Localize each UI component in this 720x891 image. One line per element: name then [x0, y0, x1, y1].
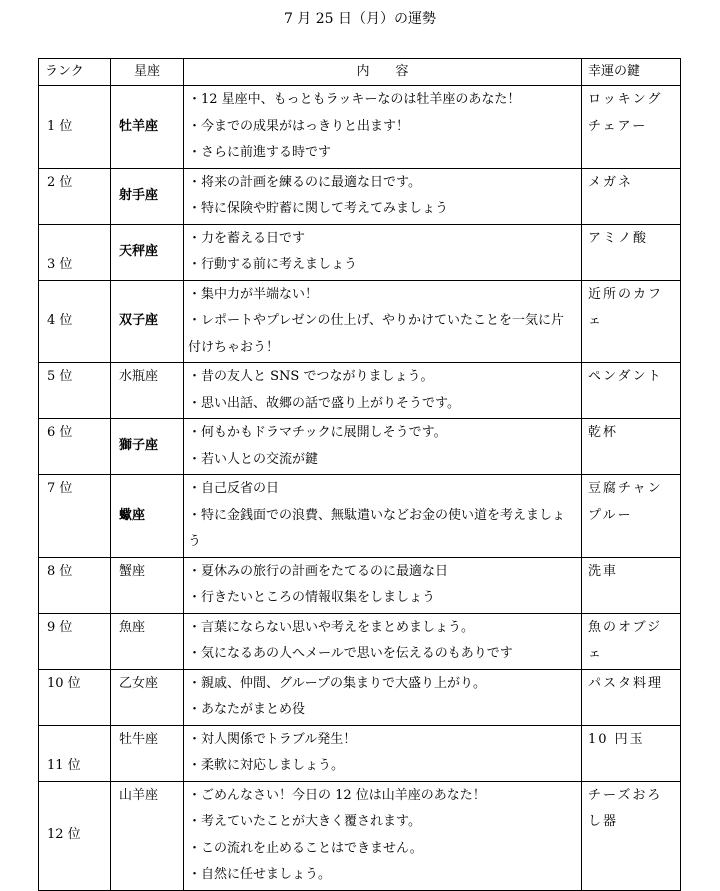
content-line: ・言葉にならない思いや考えをまとめましょう。 [188, 619, 475, 635]
key-cell: 洗車 [582, 557, 681, 613]
key-cell: 10 円玉 [582, 725, 681, 781]
content-cell [184, 280, 582, 363]
rank-cell: 3 位 [39, 224, 111, 280]
page-title: 7 月 25 日（月）の運勢 [283, 11, 437, 27]
sign-cell: 水瓶座 [111, 363, 184, 419]
table-row [39, 280, 681, 363]
sign-cell: 天秤座 [111, 224, 184, 280]
content-line: ・思い出話、故郷の話で盛り上がりそうです。 [188, 395, 460, 411]
content-line: ・レポートやプレゼンの仕上げ、やりかけていたことを一気に片付けちゃおう！ [188, 313, 564, 355]
content-cell [184, 224, 582, 280]
sign-cell: 獅子座 [111, 419, 184, 475]
content-line: ・ごめんなさい！今日の 12 位は山羊座のあなた！ [188, 787, 486, 803]
rank-cell: 7 位 [39, 475, 111, 558]
header-key: 幸運の鍵 [582, 59, 681, 86]
sign-cell: 牡牛座 [111, 725, 184, 781]
key-cell: メガネ [582, 168, 681, 224]
key-cell: 乾杯 [582, 419, 681, 475]
header-content: 内 容 [184, 59, 582, 86]
header-row [39, 59, 681, 86]
rank-cell: 8 位 [39, 557, 111, 613]
content-line: ・何もかもドラマチックに展開しそうです。 [188, 425, 447, 440]
content-cell [184, 557, 582, 613]
content-line: ・考えていたことが大きく覆されます。 [188, 814, 421, 829]
table-row [39, 781, 681, 890]
content-cell [184, 419, 582, 475]
key-cell: パスタ料理 [582, 669, 681, 725]
key-cell: ロッキングチェアー [582, 86, 681, 169]
table-row [39, 475, 681, 558]
table-row [39, 224, 681, 280]
table-row [39, 419, 681, 475]
sign-cell: 乙女座 [111, 669, 184, 725]
header-rank: ランク [39, 59, 111, 86]
content-cell [184, 86, 582, 169]
sign-cell: 蟹座 [111, 557, 184, 613]
content-line: ・特に金銭面での浪費、無駄遣いなどお金の使い道を考えましょう [188, 507, 566, 549]
content-line: ・将来の計画を練るのに最適な日です。 [188, 174, 421, 190]
table-row [39, 363, 681, 419]
content-line: ・昔の友人と SNS でつながりましょう。 [188, 369, 434, 384]
content-line: ・若い人との交流が鍵 [188, 451, 319, 467]
rank-cell: 2 位 [39, 168, 111, 224]
content-line: ・気になるあの人へメールで思いを伝えるのもありです [188, 646, 513, 661]
table-row [39, 669, 681, 725]
sign-cell: 牡羊座 [111, 86, 184, 169]
sign-cell: 魚座 [111, 613, 184, 669]
table-row [39, 557, 681, 613]
content-line: ・行動する前に考えましょう [188, 257, 358, 272]
table-row [39, 168, 681, 224]
table-row [39, 725, 681, 781]
content-line: ・特に保険や貯蓄に関して考えてみましょう [188, 201, 449, 216]
key-cell: 豆腐チャンプルー [582, 475, 681, 558]
content-cell [184, 363, 582, 419]
sign-cell: 双子座 [111, 280, 184, 363]
content-line: ・自己反省の日 [188, 481, 280, 496]
content-line: ・行きたいところの情報収集をしましょう [188, 590, 436, 605]
content-line: ・対人関係でトラブル発生！ [188, 731, 357, 747]
rank-cell: 12 位 [39, 781, 111, 890]
content-line: ・自然に任せましょう。 [188, 867, 332, 882]
sign-cell: 射手座 [111, 168, 184, 224]
content-cell [184, 613, 582, 669]
content-cell [184, 475, 582, 558]
table-row [39, 86, 681, 169]
content-cell [184, 669, 582, 725]
content-line: ・さらに前進する時です [188, 145, 332, 160]
sign-cell: 山羊座 [111, 781, 184, 890]
content-line: ・力を蓄える日です [188, 230, 306, 246]
key-cell: ペンダント [582, 363, 681, 419]
horoscope-table [38, 58, 681, 891]
rank-cell: 1 位 [39, 86, 111, 169]
content-cell [184, 781, 582, 890]
key-cell: チーズおろし器 [582, 781, 681, 890]
content-line: ・柔軟に対応しましょう。 [188, 758, 345, 773]
key-cell: 近所のカフェ [582, 280, 681, 363]
rank-cell: 6 位 [39, 419, 111, 475]
content-line: ・集中力が半端ない！ [188, 286, 319, 302]
table-row [39, 613, 681, 669]
content-line: ・この流れを止めることはできません。 [188, 840, 423, 856]
rank-cell: 11 位 [39, 725, 111, 781]
content-line: ・親戚、仲間、グループの集まりで大盛り上がり。 [188, 675, 486, 691]
rank-cell: 10 位 [39, 669, 111, 725]
key-cell: 魚のオブジェ [582, 613, 681, 669]
rank-cell: 4 位 [39, 280, 111, 363]
content-cell [184, 168, 582, 224]
key-cell: アミノ酸 [582, 224, 681, 280]
content-cell [184, 725, 582, 781]
content-line: ・あなたがまとめ役 [188, 702, 306, 717]
sign-cell: 蠍座 [111, 475, 184, 558]
rank-cell: 5 位 [39, 363, 111, 419]
header-sign: 星座 [111, 59, 184, 86]
content-line: ・今までの成果がはっきりと出ます！ [188, 118, 410, 134]
rank-cell: 9 位 [39, 613, 111, 669]
content-line: ・12 星座中、もっともラッキーなのは牡羊座のあなた！ [188, 92, 521, 107]
content-line: ・夏休みの旅行の計画をたてるのに最適な日 [188, 563, 449, 579]
